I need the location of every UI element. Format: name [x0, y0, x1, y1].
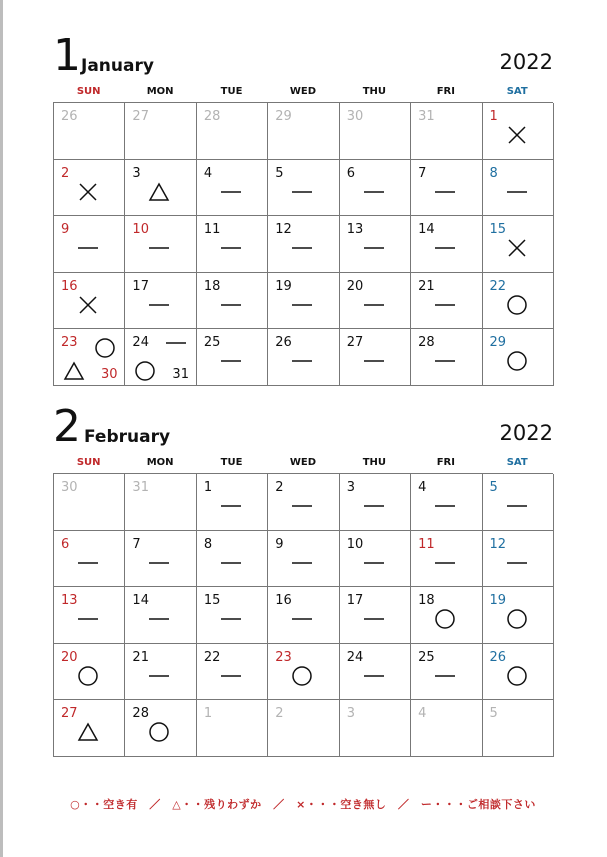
day-number: 27 [61, 706, 78, 721]
dash-mark-icon [434, 237, 456, 259]
year: 2022 [499, 421, 553, 445]
dash-mark-icon [220, 608, 242, 630]
day-number: 15 [489, 222, 507, 237]
dash-mark-icon [363, 608, 385, 630]
day-number: 11 [203, 222, 221, 237]
day-number: 15 [203, 593, 221, 608]
day-cell [268, 531, 339, 588]
dash-mark-icon [148, 294, 170, 316]
day-cell [197, 329, 268, 386]
circle-mark-icon [434, 608, 456, 630]
day-number: 7 [418, 165, 427, 181]
day-cell [483, 216, 554, 273]
day-cell [411, 160, 482, 217]
day-number: 13 [61, 593, 78, 608]
dash-mark-icon [363, 552, 385, 574]
day-cell [411, 329, 482, 386]
day-number: 22 [203, 649, 221, 665]
dash-mark-icon [291, 237, 313, 259]
day-number: 9 [275, 536, 284, 552]
day-cell [54, 474, 125, 531]
day-cell [483, 644, 554, 701]
day-cell [411, 216, 482, 273]
year: 2022 [499, 50, 553, 74]
dash-mark-icon [363, 181, 385, 203]
weekday-mon: MON [146, 86, 174, 97]
month-january [53, 30, 553, 386]
month-name: February [84, 427, 171, 447]
day-number: 5 [489, 480, 498, 495]
day-cell [197, 474, 268, 531]
day-cell [197, 700, 268, 757]
day-number: 25 [418, 649, 435, 665]
day-cell [54, 644, 125, 701]
day-cell [411, 273, 482, 330]
day-number: 5 [275, 165, 284, 181]
day-number: 31 [418, 109, 435, 124]
weekday-wed: WED [289, 457, 317, 468]
day-cell [483, 273, 554, 330]
day-cell [268, 587, 339, 644]
day-number: 24 [346, 649, 364, 665]
day-number: 12 [275, 222, 292, 237]
day-number: 2 [275, 480, 284, 495]
day-cell [54, 160, 125, 217]
day-number: 19 [489, 593, 507, 608]
day-cell [125, 216, 196, 273]
weekday-thu: THU [362, 86, 387, 97]
day-number: 6 [346, 165, 355, 181]
day-cell [340, 273, 411, 330]
day-number-extra: 31 [172, 367, 189, 382]
dash-mark-icon [220, 495, 242, 517]
day-cell [54, 587, 125, 644]
dash-mark-icon [434, 181, 456, 203]
circle-mark-icon [94, 337, 116, 359]
dash-mark-icon [506, 495, 528, 517]
day-cell [125, 103, 196, 160]
weekday-fri: FRI [436, 86, 455, 97]
day-cell [197, 103, 268, 160]
day-cell [125, 531, 196, 588]
day-cell [125, 160, 196, 217]
dash-mark-icon [363, 350, 385, 372]
weekday-thu: THU [362, 457, 387, 468]
weekday-wed: WED [289, 86, 317, 97]
triangle-mark-icon [63, 360, 85, 382]
dash-mark-icon [434, 552, 456, 574]
day-number: 21 [418, 278, 435, 294]
day-number: 4 [203, 165, 213, 181]
day-number: 23 [61, 335, 78, 350]
day-number: 26 [61, 109, 78, 124]
cross-mark-icon [506, 237, 528, 259]
dash-mark-icon [434, 495, 456, 517]
day-cell [125, 273, 196, 330]
month-header [53, 30, 553, 86]
day-number: 30 [346, 109, 364, 124]
weekday-sat: SAT [506, 457, 528, 468]
day-number: 27 [346, 335, 364, 350]
dash-mark-icon [291, 294, 313, 316]
calendar-grid [53, 102, 553, 386]
triangle-mark-icon [77, 721, 99, 743]
day-number: 24 [132, 335, 149, 350]
day-cell [197, 216, 268, 273]
day-number: 20 [61, 649, 78, 665]
day-number: 4 [418, 480, 427, 495]
dash-mark-icon [220, 181, 242, 203]
day-number: 17 [132, 278, 149, 294]
day-cell [197, 531, 268, 588]
weekday-tue: TUE [220, 457, 243, 468]
dash-mark-icon [363, 294, 385, 316]
day-cell [411, 531, 482, 588]
circle-mark-icon [291, 665, 313, 687]
day-cell [54, 103, 125, 160]
dash-mark-icon [77, 608, 99, 630]
day-cell [268, 329, 339, 386]
circle-mark-icon [134, 360, 156, 382]
day-number-extra: 30 [101, 367, 118, 382]
day-cell [483, 587, 554, 644]
dash-mark-icon [148, 237, 170, 259]
day-number: 11 [418, 536, 435, 552]
day-cell [54, 531, 125, 588]
day-cell [54, 700, 125, 757]
month-name: January [81, 56, 154, 76]
day-cell [483, 329, 554, 386]
day-cell [483, 160, 554, 217]
dash-mark-icon [220, 237, 242, 259]
day-cell [483, 700, 554, 757]
day-cell [483, 531, 554, 588]
day-number: 27 [132, 109, 149, 124]
dash-mark-icon [165, 332, 187, 354]
legend: ○・・空き有 ／ △・・残りわずか ／ ×・・・空き無し ／ ー・・・ご相談下さい [70, 798, 536, 811]
cross-mark-icon [77, 181, 99, 203]
day-cell [340, 700, 411, 757]
day-cell [125, 700, 196, 757]
day-number: 14 [418, 222, 435, 237]
day-cell [268, 644, 339, 701]
day-cell [340, 474, 411, 531]
day-number: 7 [132, 536, 141, 552]
day-cell [483, 103, 554, 160]
day-number: 18 [418, 593, 435, 608]
day-number: 22 [489, 278, 507, 294]
day-cell [268, 273, 339, 330]
weekday-sun: SUN [76, 86, 101, 97]
day-number: 2 [275, 706, 284, 721]
circle-mark-icon [77, 665, 99, 687]
day-number: 3 [132, 165, 141, 181]
day-number: 17 [346, 593, 364, 608]
day-number: 21 [132, 649, 149, 665]
dash-mark-icon [291, 495, 313, 517]
day-cell [411, 103, 482, 160]
day-cell [125, 644, 196, 701]
day-cell [411, 644, 482, 701]
dash-mark-icon [220, 350, 242, 372]
day-number: 1 [203, 706, 213, 721]
day-number: 26 [489, 649, 507, 665]
dash-mark-icon [220, 294, 242, 316]
day-number: 5 [489, 706, 498, 721]
day-cell [411, 474, 482, 531]
dash-mark-icon [363, 495, 385, 517]
day-cell [340, 587, 411, 644]
day-cell [268, 103, 339, 160]
day-cell [411, 700, 482, 757]
dash-mark-icon [220, 665, 242, 687]
dash-mark-icon [148, 665, 170, 687]
dash-mark-icon [363, 665, 385, 687]
weekday-mon: MON [146, 457, 174, 468]
day-cell [268, 160, 339, 217]
triangle-mark-icon [148, 181, 170, 203]
day-number: 29 [275, 109, 292, 124]
dash-mark-icon [506, 181, 528, 203]
day-number: 8 [489, 165, 498, 181]
month-number: 2 [53, 401, 81, 452]
month-february [53, 401, 553, 757]
cross-mark-icon [77, 294, 99, 316]
circle-mark-icon [506, 608, 528, 630]
day-cell [340, 160, 411, 217]
day-number: 3 [346, 480, 355, 495]
day-cell [125, 587, 196, 644]
dash-mark-icon [220, 552, 242, 574]
day-number: 14 [132, 593, 149, 608]
day-cell [268, 474, 339, 531]
page-edge [0, 0, 3, 857]
circle-mark-icon [506, 350, 528, 372]
dash-mark-icon [291, 552, 313, 574]
day-number: 28 [132, 706, 149, 721]
dash-mark-icon [363, 237, 385, 259]
day-number: 19 [275, 278, 292, 294]
day-number: 4 [418, 706, 427, 721]
dash-mark-icon [434, 294, 456, 316]
weekday-header [53, 457, 553, 473]
day-cell [54, 216, 125, 273]
dash-mark-icon [148, 608, 170, 630]
day-cell [197, 587, 268, 644]
day-cell [483, 474, 554, 531]
dash-mark-icon [291, 350, 313, 372]
day-number: 16 [61, 278, 78, 294]
circle-mark-icon [506, 665, 528, 687]
weekday-sat: SAT [506, 86, 528, 97]
calendar-grid [53, 473, 553, 757]
dash-mark-icon [291, 608, 313, 630]
day-number: 30 [61, 480, 78, 495]
day-number: 20 [346, 278, 364, 294]
day-number: 6 [61, 536, 70, 552]
day-number: 28 [418, 335, 435, 350]
weekday-header [53, 86, 553, 102]
day-number: 9 [61, 222, 70, 237]
day-number: 16 [275, 593, 292, 608]
day-cell [125, 474, 196, 531]
day-cell [340, 531, 411, 588]
dash-mark-icon [77, 237, 99, 259]
day-number: 29 [489, 335, 507, 350]
day-cell [340, 329, 411, 386]
day-cell [340, 103, 411, 160]
day-cell [340, 216, 411, 273]
day-number: 13 [346, 222, 364, 237]
day-number: 28 [203, 109, 221, 124]
month-header [53, 401, 553, 457]
day-number: 2 [61, 165, 70, 181]
day-cell [197, 644, 268, 701]
day-number: 23 [275, 649, 292, 665]
dash-mark-icon [434, 665, 456, 687]
weekday-fri: FRI [436, 457, 455, 468]
day-number: 1 [203, 480, 213, 495]
circle-mark-icon [506, 294, 528, 316]
day-number: 10 [132, 222, 149, 237]
dash-mark-icon [434, 350, 456, 372]
dash-mark-icon [506, 552, 528, 574]
weekday-tue: TUE [220, 86, 243, 97]
day-cell [54, 273, 125, 330]
dash-mark-icon [77, 552, 99, 574]
day-number: 26 [275, 335, 292, 350]
circle-mark-icon [148, 721, 170, 743]
day-cell [125, 329, 196, 386]
day-number: 3 [346, 706, 355, 721]
day-cell [268, 700, 339, 757]
month-number: 1 [53, 30, 81, 81]
day-number: 25 [203, 335, 221, 350]
day-number: 8 [203, 536, 213, 552]
day-cell [411, 587, 482, 644]
day-number: 31 [132, 480, 149, 495]
dash-mark-icon [291, 181, 313, 203]
weekday-sun: SUN [76, 457, 101, 468]
dash-mark-icon [148, 552, 170, 574]
day-cell [54, 329, 125, 386]
day-number: 10 [346, 536, 364, 552]
day-cell [340, 644, 411, 701]
day-cell [197, 273, 268, 330]
day-cell [197, 160, 268, 217]
day-cell [268, 216, 339, 273]
day-number: 12 [489, 536, 507, 552]
cross-mark-icon [506, 124, 528, 146]
day-number: 1 [489, 109, 498, 124]
day-number: 18 [203, 278, 221, 294]
